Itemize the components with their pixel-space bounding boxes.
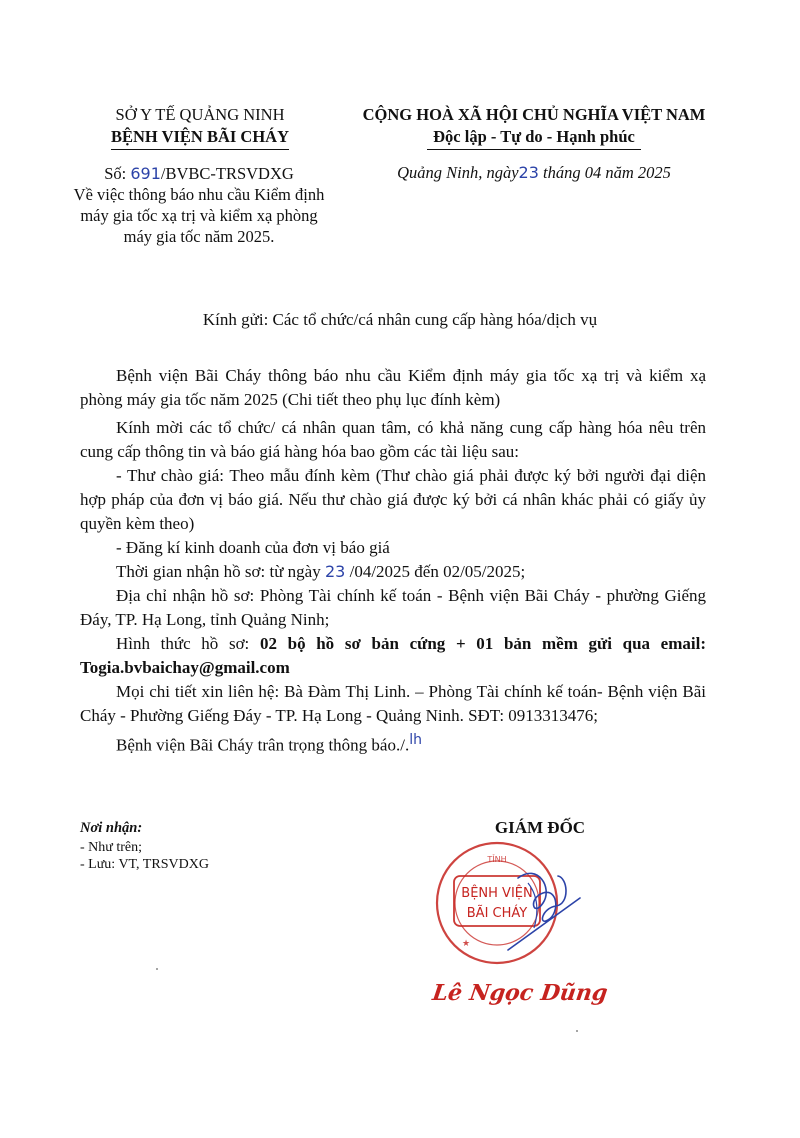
distribution-label: Nơi nhận:: [80, 820, 143, 836]
distribution-item: - Như trên;: [80, 840, 143, 855]
paragraph-contact: Mọi chi tiết xin liên hệ: Bà Đàm Thị Linh. – Phòng Tài chính kế toán- Bệnh viện Bãi Cháy - Phường Giếng Đáy - TP. Hạ Long - Quảng Ninh. SĐT: 0913313476;: [80, 682, 706, 725]
director-name: Lê Ngọc Dũng: [430, 980, 610, 1006]
handwritten-number: 691: [130, 164, 161, 183]
handwritten-day: 23: [518, 163, 539, 182]
national-motto: Độc lập - Tự do - Hạnh phúc: [427, 126, 641, 150]
national-heading: [348, 104, 720, 150]
recipient-line: Kính gửi: Các tổ chức/cá nhân cung cấp hàng hóa/dịch vụ: [202, 310, 598, 329]
submission-requirements: 02 bộ hồ sơ bản cứng + 01 bản mềm gửi qua email: Togia.bvbaichay@gmail.com: [80, 634, 707, 677]
director-title: GIÁM ĐỐC: [494, 818, 586, 837]
paragraph-closing: Bệnh viện Bãi Cháy trân trọng thông báo./.$^{lh}$: [116, 732, 422, 755]
issuing-organization: [80, 104, 320, 150]
hospital-name: BỆNH VIỆN BÃI CHÁY: [111, 126, 289, 150]
paragraph-announcement: Bệnh viện Bãi Cháy thông báo nhu cầu Kiểm định máy gia tốc xạ trị và kiểm xạ phòng máy gia tốc năm 2025 (Chi tiết theo phụ lục đính kèm): [80, 366, 706, 409]
nation-name: CỘNG HOÀ XÃ HỘI CHỦ NGHĨA VIỆT NAM: [362, 105, 706, 124]
document-number-block: [68, 163, 330, 247]
paragraph-invitation: Kính mời các tổ chức/ cá nhân quan tâm, có khả năng cung cấp hàng hóa nêu trên cung cấp thông tin và báo giá hàng hóa bao gồm các tài liệu sau:: [80, 418, 706, 461]
paragraph-receiving-time: Thời gian nhận hồ sơ: từ ngày 23 /04/2025 đến 02/05/2025;: [116, 562, 526, 581]
stamp-top-text: TỈNH: [487, 855, 507, 864]
document-number: Số: 691/BVBC-TRSVDXG: [104, 164, 294, 183]
paragraph-address: Địa chỉ nhận hồ sơ: Phòng Tài chính kế toán - Bệnh viện Bãi Cháy - phường Giếng Đáy, TP. Hạ Long, tỉnh Quảng Ninh;: [80, 586, 706, 629]
paragraph-business-registration: - Đăng kí kinh doanh của đơn vị báo giá: [116, 538, 390, 557]
distribution-list: [80, 820, 300, 873]
stamp-line-1: BỆNH VIỆN: [461, 886, 533, 901]
letter-body: [80, 364, 706, 758]
handwritten-start-day: 23: [324, 562, 346, 581]
signature-scribble: [498, 858, 588, 958]
scan-speck: [156, 968, 158, 970]
svg-text:★: ★: [462, 939, 471, 949]
scan-speck: [576, 1030, 578, 1032]
paragraph-submission-form: Hình thức hồ sơ: 02 bộ hồ sơ bản cứng + 01 bản mềm gửi qua email: Togia.bvbaichay@gmail.com: [80, 634, 707, 677]
initial-mark: lh: [409, 732, 422, 748]
stamp-line-2: BÃI CHÁY: [466, 906, 528, 921]
paragraph-quotation-letter: - Thư chào giá: Theo mẫu đính kèm (Thư chào giá phải được ký bởi người đại diện hợp pháp của đơn vị báo giá. Nếu thư chào giá được ký bởi cá nhân khác phải có giấy ủy quyền kèm theo): [80, 466, 706, 533]
distribution-item: - Lưu: VT, TRSVDXG: [80, 857, 209, 872]
ministry-name: SỞ Y TẾ QUẢNG NINH: [115, 105, 285, 124]
issue-date: Quảng Ninh, ngày23 tháng 04 năm 2025: [397, 163, 671, 182]
document-subject: Về việc thông báo nhu cầu Kiểm định máy gia tốc xạ trị và kiểm xạ phòng máy gia tốc năm 2025.: [73, 185, 325, 246]
